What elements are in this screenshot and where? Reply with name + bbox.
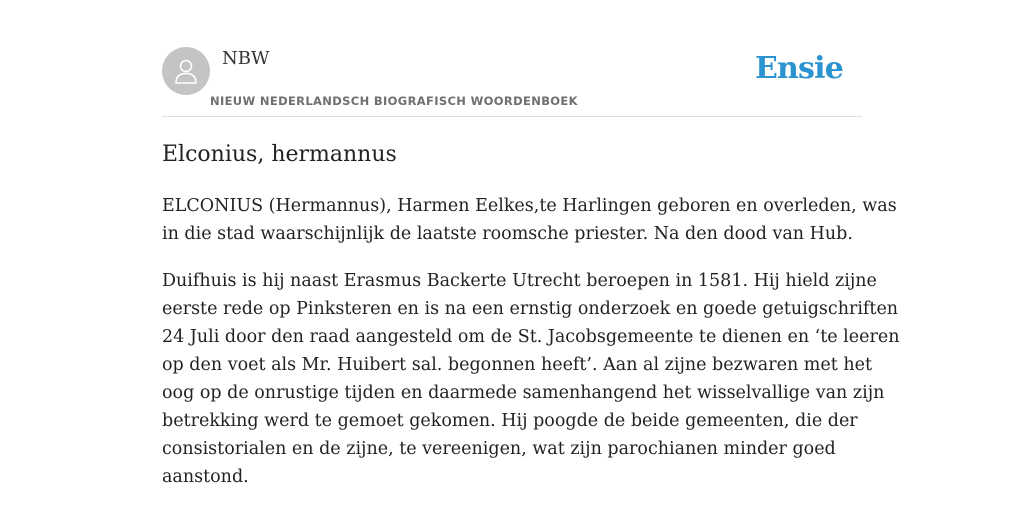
brand-logo[interactable]: Ensie (754, 51, 843, 86)
paragraph-line: 24 Juli door den raad aangesteld om de St. Jacobsgemeente te dienen en ‘te leeren (162, 327, 900, 347)
article-paragraph-1 (162, 192, 897, 248)
avatar[interactable] (162, 47, 210, 95)
user-icon (174, 58, 198, 84)
paragraph-line: in die stad waarschijnlijk de laatste roomsche priester. Na den dood van Hub. (162, 224, 853, 244)
paragraph-line: Duifhuis is hij naast Erasmus Backerte Utrecht beroepen in 1581. Hij hield zijne (162, 271, 877, 291)
article-title: Elconius, hermannus (162, 142, 397, 167)
paragraph-line: consistorialen en de zijne, te vereenigen, wat zijn parochianen minder goed (162, 439, 836, 459)
paragraph-line: eerste rede op Pinksteren en is na een ernstig onderzoek en goede getuigschriften (162, 299, 899, 319)
source-header (162, 46, 862, 117)
paragraph-line: ELCONIUS (Hermannus), Harmen Eelkes,te Harlingen geboren en overleden, was (162, 196, 897, 216)
paragraph-line: op den voet als Mr. Huibert sal. begonnen heeft’. Aan al zijne bezwaren met het (162, 355, 873, 375)
paragraph-line: betrekking werd te gemoet gekomen. Hij poogde de beide gemeenten, die der (162, 411, 858, 431)
article-paragraph-2 (162, 267, 900, 491)
source-full-name: NIEUW NEDERLANDSCH BIOGRAFISCH WOORDENBOEK (210, 94, 578, 108)
paragraph-line: oog op de onrustige tijden en daarmede samenhangend het wisselvallige van zijn (162, 383, 885, 403)
paragraph-line: aanstond. (162, 467, 249, 487)
source-name[interactable]: NBW (222, 48, 270, 69)
